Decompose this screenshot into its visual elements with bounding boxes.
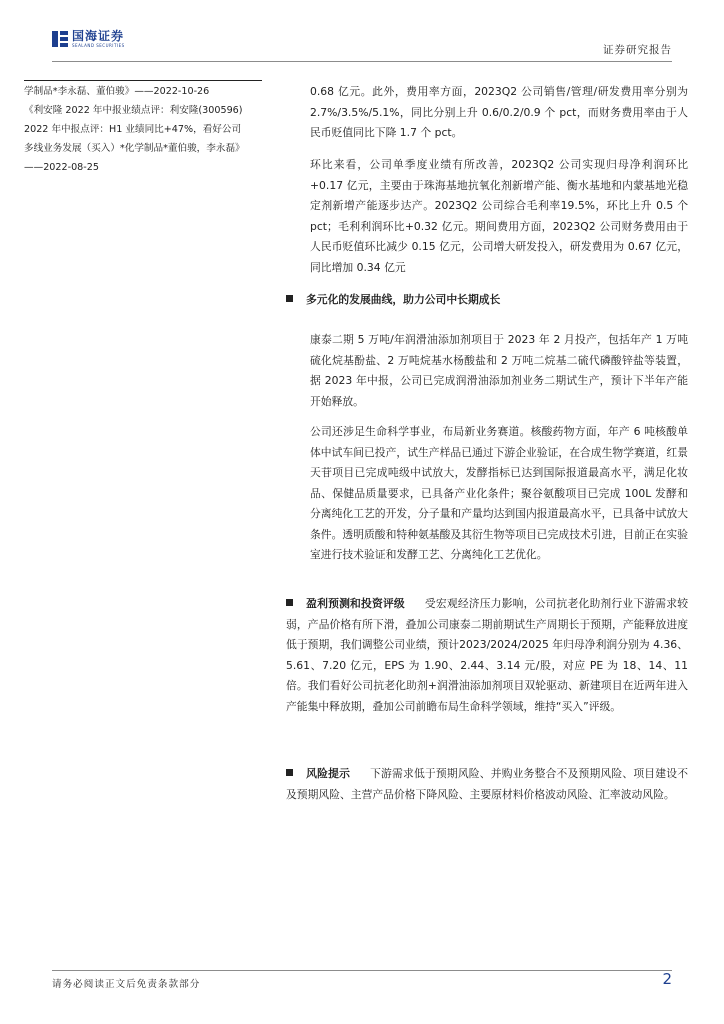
document-type: 证券研究报告 xyxy=(603,44,672,56)
section-heading: 盈利预测和投资评级 xyxy=(306,597,405,610)
section-heading: 风险提示 xyxy=(306,767,351,780)
section-heading: 多元化的发展曲线，助力公司中长期成长 xyxy=(306,293,501,306)
page-header xyxy=(0,0,724,62)
related-reports-list xyxy=(24,82,262,177)
page-number: 2 xyxy=(662,970,672,988)
logo-chinese-name: 国海证券 xyxy=(72,29,125,43)
related-report-line: 多线业务发展（买入）*化学制品*董伯骏，李永磊》 xyxy=(24,143,245,154)
logo-english-name: SEALAND SECURITIES xyxy=(72,43,125,48)
bullet-square-icon xyxy=(286,769,293,776)
section-growth-curve xyxy=(286,290,688,311)
earnings-forecast-text: 受宏观经济压力影响，公司抗老化助剂行业下游需求较弱，产品价格有所下滑，叠加公司康泰二期前期试生产周期长于预期，产能释放进度低于预期，我们调整公司业绩，预计2023/2024/2025 年归母净利润分别为 4.36、5.61、7.20 亿元，EPS 为 1.90、2.44、3.14 元/股，对应 PE 为 18、14、11 倍。我们看好公司抗老化助剂+润滑油添加剂项目双轮驱动、新建项目在近两年进入产能集中释放期，叠加公司前瞻布局生命科学领域，维持“买入”评级。 xyxy=(286,597,689,713)
related-report-line: 2022 年中报点评：H1 业绩同比+47%，看好公司 xyxy=(24,124,242,135)
section-risk-warning xyxy=(286,764,688,805)
related-report-line: 《利安隆 2022 年中报业绩点评：利安隆(300596) xyxy=(24,105,243,116)
bullet-square-icon xyxy=(286,295,293,302)
life-science-paragraph: 公司还涉足生命科学事业，布局新业务赛道。核酸药物方面，年产 6 吨核酸单体中试车间已投产，试生产样品已通过下游企业验证，在合成生物学赛道，红景天苷项目已完成吨级中试放大，发酵指标已达到国际报道最高水平，满足化妆品、保健品质量要求，已具备产业化条件；聚谷氨酸项目已完成 100L 发酵和分离纯化工艺的开发，分子量和产量均达到国内报道最高水平，已具备中试放大条件。透明质酸和特种氨基酸及其衍生物等项目已完成技术引进，目前正在实验室进行技术验证和发酵工艺、分离纯化工艺优化。 xyxy=(310,425,688,561)
related-report-line: 学制品*李永磊、董伯骏》——2022-10-26 xyxy=(24,86,210,97)
section-earnings-forecast xyxy=(286,594,688,717)
qoq-performance-paragraph: 环比来看，公司单季度业绩有所改善，2023Q2 公司实现归母净利润环比+0.17 亿元，主要由于珠海基地抗氧化剂新增产能、衡水基地和内蒙基地光稳定剂新增产能逐步达产。2023Q2 公司综合毛利率19.5%，环比上升 0.5 个 pct；毛利利润环比+0.32 亿元。期间费用方面，2023Q2 公司财务费用由于人民币贬值环比减少 0.15 亿元，公司增大研发投入，研发费用为 0.67 亿元，同比增加 0.34 亿元 xyxy=(310,158,688,274)
footer-disclaimer: 请务必阅读正文后免责条款部分 xyxy=(52,979,201,990)
company-logo xyxy=(52,30,125,48)
related-report-line: ——2022-08-25 xyxy=(24,162,99,173)
logo-mark-icon xyxy=(52,31,68,47)
expense-rate-paragraph: 0.68 亿元。此外，费用率方面，2023Q2 公司销售/管理/研发费用率分别为 2.7%/3.5%/5.1%，同比分别上升 0.6/0.2/0.9 个 pct，而财务费用率由于人民币贬值同比下降 1.7 个 pct。 xyxy=(310,85,688,139)
sidebar-top-rule xyxy=(24,80,262,81)
header-divider xyxy=(52,61,672,62)
bullet-square-icon xyxy=(286,599,293,606)
kangtai-project-paragraph: 康泰二期 5 万吨/年润滑油添加剂项目于 2023 年 2 月投产，包括年产 1 万吨硫化烷基酚盐、2 万吨烷基水杨酸盐和 2 万吨二烷基二硫代磷酸锌盐等装置，据 2023 年中报，公司已完成润滑油添加剂业务二期试生产，预计下半年产能开始释放。 xyxy=(310,333,688,408)
footer-divider xyxy=(52,970,672,971)
risk-warning-text: 下游需求低于预期风险、并购业务整合不及预期风险、项目建设不及预期风险、主营产品价格下降风险、主要原材料价格波动风险、汇率波动风险。 xyxy=(286,767,689,801)
